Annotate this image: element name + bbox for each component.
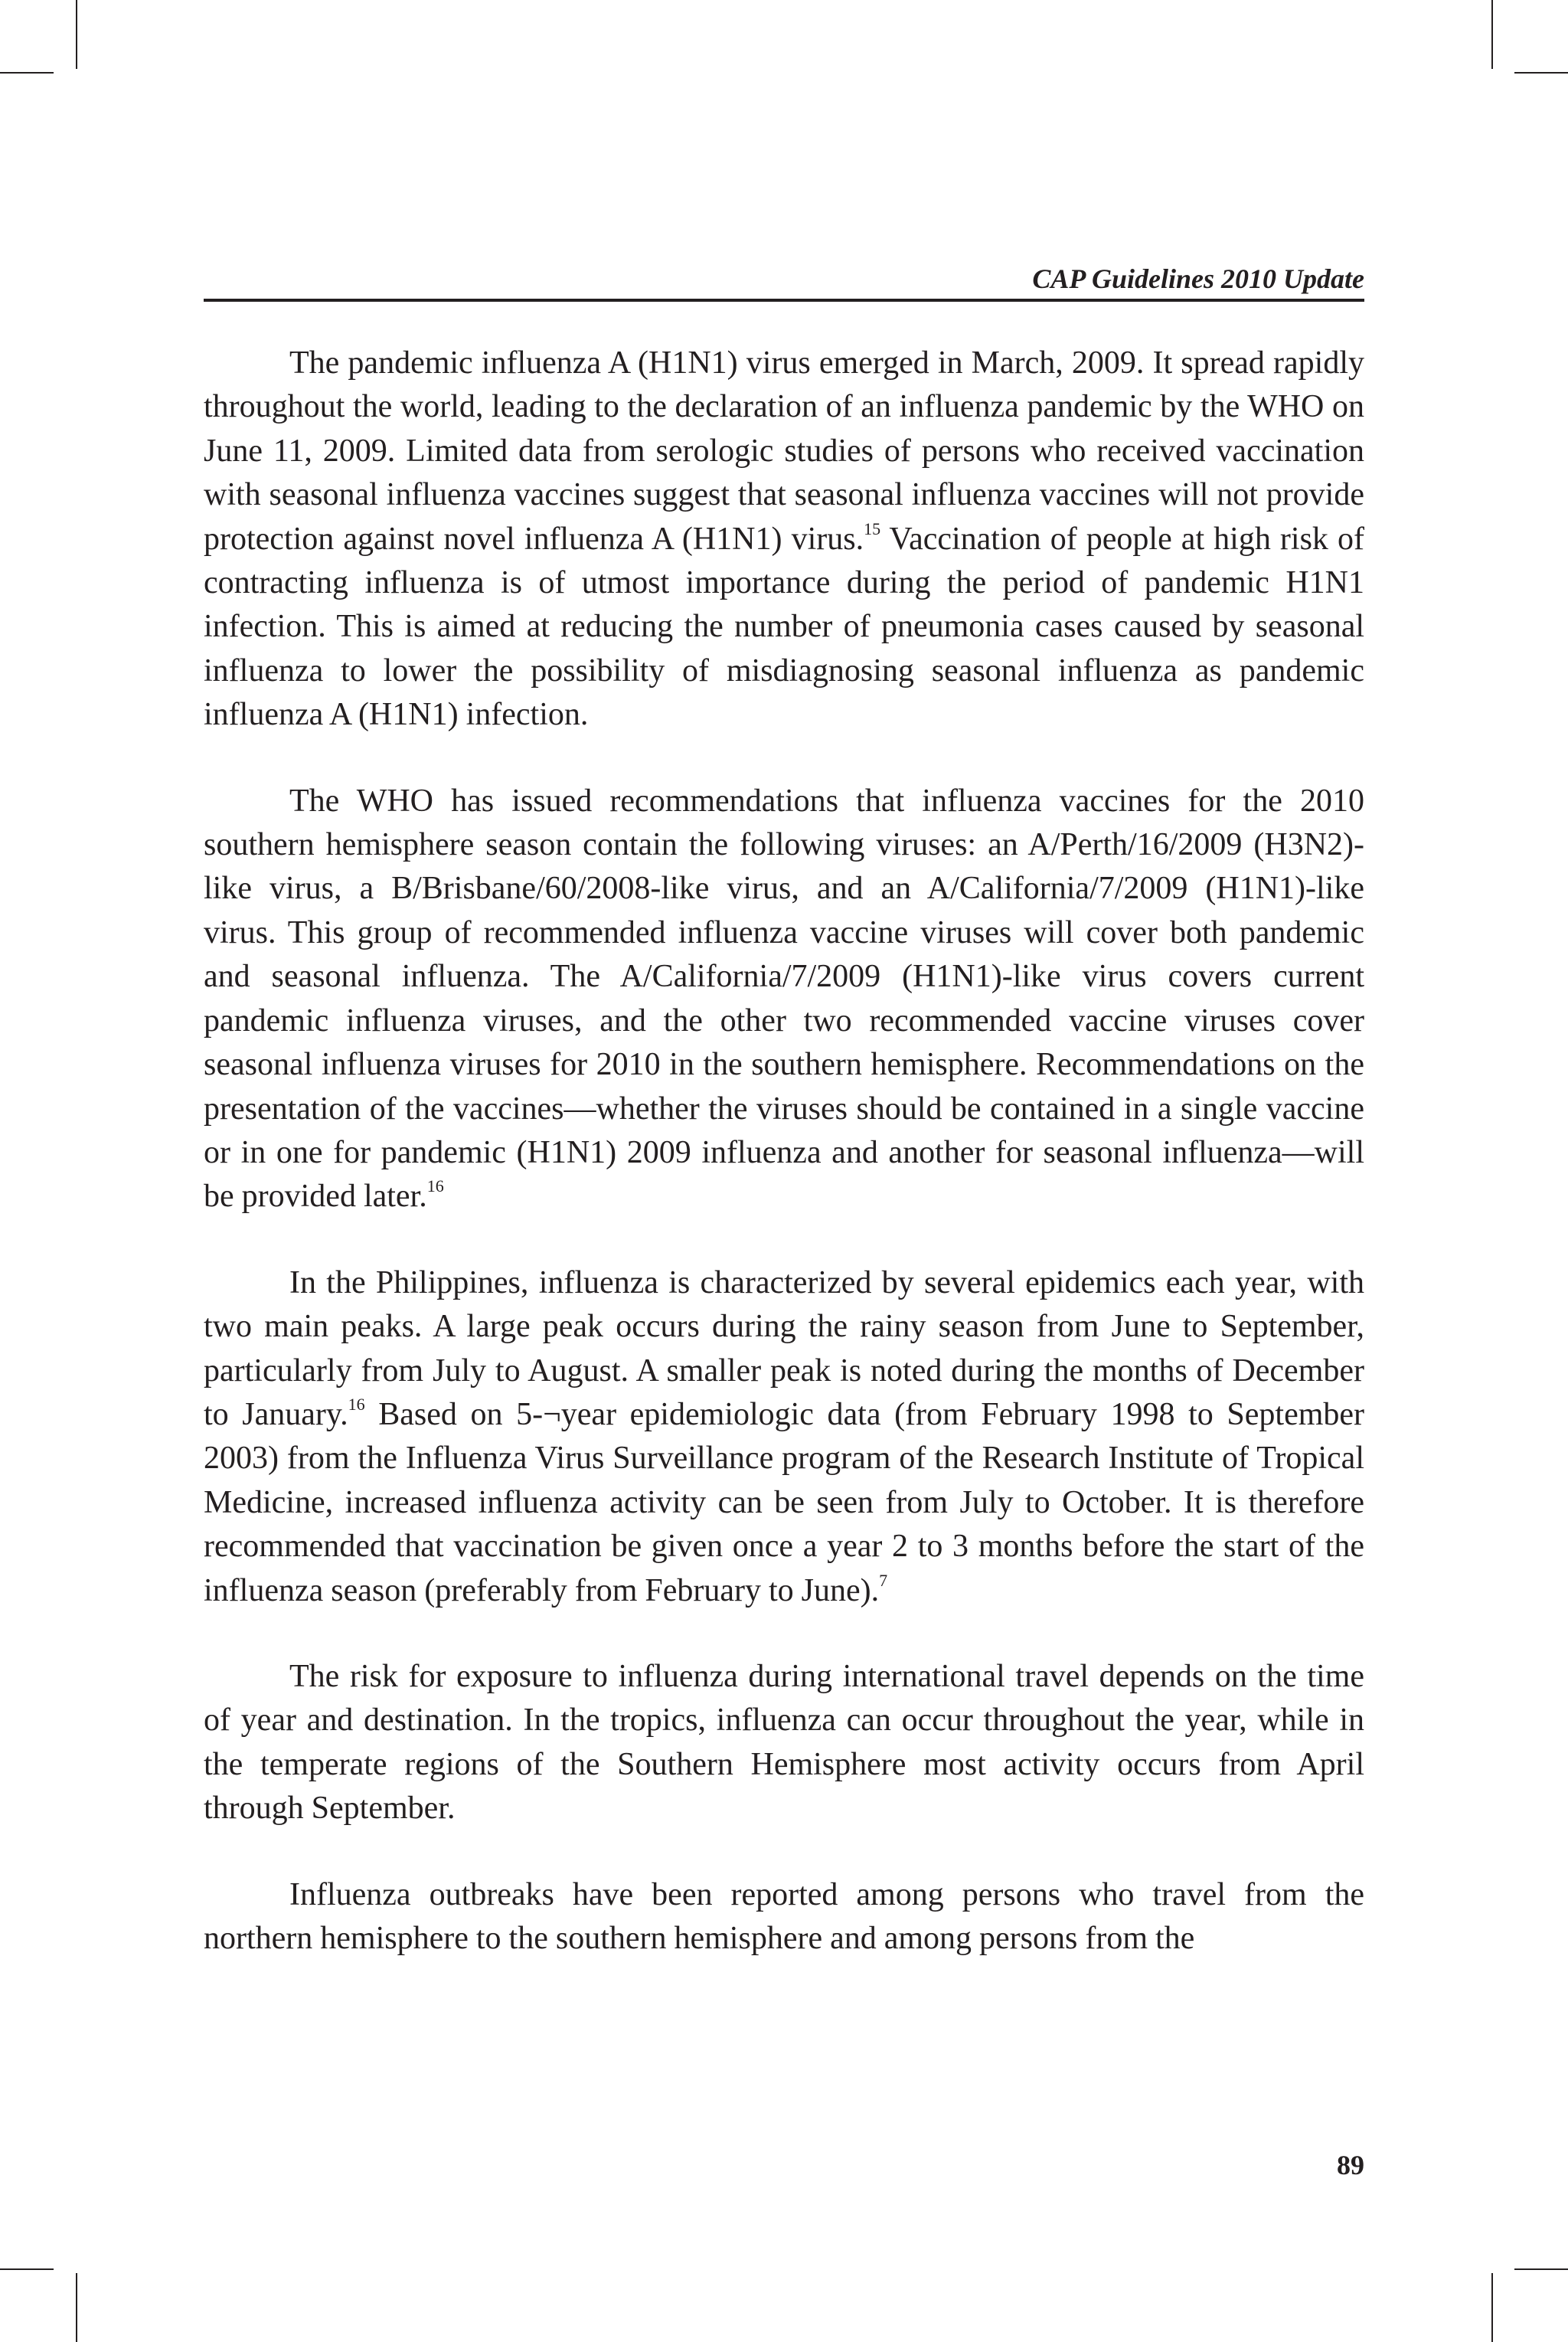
paragraph: The WHO has issued recommendations that influenza vaccines for the 2010 southern hemisphere season contain the following viruses: an A/Perth/16/2009 (H3N2)-like virus, a B/Brisbane/60/2008-like virus, and an A/California/7/2009 (H1N1)-like virus. This group of recommended influenza vaccine viruses will cover both pandemic and seasonal influenza. The A/California/7/2009 (H1N1)-like virus covers current pandemic influenza viruses, and the other two recommended vaccine viruses cover seasonal influenza viruses for 2010 in the southern hemisphere. Recommendations on the presentation of the vaccines—whether the viruses should be contained in a single vaccine or in one for pandemic (H1N1) 2009 influenza and another for seasonal influenza—will be provided later.$^{16}$ xyxy=(204,783,1364,1215)
citation-reference: 15 xyxy=(864,518,881,538)
header-rule xyxy=(204,299,1364,302)
paragraph: Influenza outbreaks have been reported among persons who travel from the northern hemisphere to the southern hemisphere and among persons from the xyxy=(204,1876,1364,1956)
body-text xyxy=(204,342,1364,1961)
crop-mark xyxy=(76,0,77,69)
running-header: CAP Guidelines 2010 Update xyxy=(1032,263,1364,294)
crop-mark xyxy=(1514,72,1568,74)
crop-mark xyxy=(1491,0,1493,69)
citation-reference: 7 xyxy=(879,1570,888,1590)
page-number: 89 xyxy=(1337,2150,1364,2180)
citation-reference: 16 xyxy=(348,1394,365,1414)
paragraph: In the Philippines, influenza is characterized by several epidemics each year, with two main peaks. A large peak occurs during the rainy season from June to September, particularly from July to August. A smaller peak is noted during the months of December to January.$^{16}$ Based on 5-¬year epidemiologic data (from February 1998 to September 2003) from the Influenza Virus Surveillance program of the Research Institute of Tropical Medicine, increased influenza activity can be seen from July to October. It is therefore recommended that vaccination be given once a year 2 to 3 months before the start of the influenza season (preferably from February to June).$^7$ xyxy=(204,1264,1365,1608)
paragraph: The pandemic influenza A (H1N1) virus emerged in March, 2009. It spread rapidly throughout the world, leading to the declaration of an influenza pandemic by the WHO on June 11, 2009. Limited data from serologic studies of persons who received vaccination with seasonal influenza vaccines suggest that seasonal influenza vaccines will not provide protection against novel influenza A (H1N1) virus.$^{15}$ Vaccination of people at high risk of contracting influenza is of utmost importance during the period of pandemic H1N1 infection. This is aimed at reducing the number of pneumonia cases caused by seasonal influenza to lower the possibility of misdiagnosing seasonal influenza as pandemic influenza A (H1N1) infection. xyxy=(204,345,1364,733)
crop-mark xyxy=(76,2273,77,2342)
crop-mark xyxy=(1514,2268,1568,2270)
paragraph: The risk for exposure to influenza during international travel depends on the time of year and destination. In the tropics, influenza can occur throughout the year, while in the temperate regions of the Southern Hemisphere most activity occurs from April through September. xyxy=(204,1658,1364,1827)
crop-mark xyxy=(1491,2273,1493,2342)
crop-mark xyxy=(0,72,54,74)
citation-reference: 16 xyxy=(426,1176,444,1196)
crop-mark xyxy=(0,2268,54,2270)
